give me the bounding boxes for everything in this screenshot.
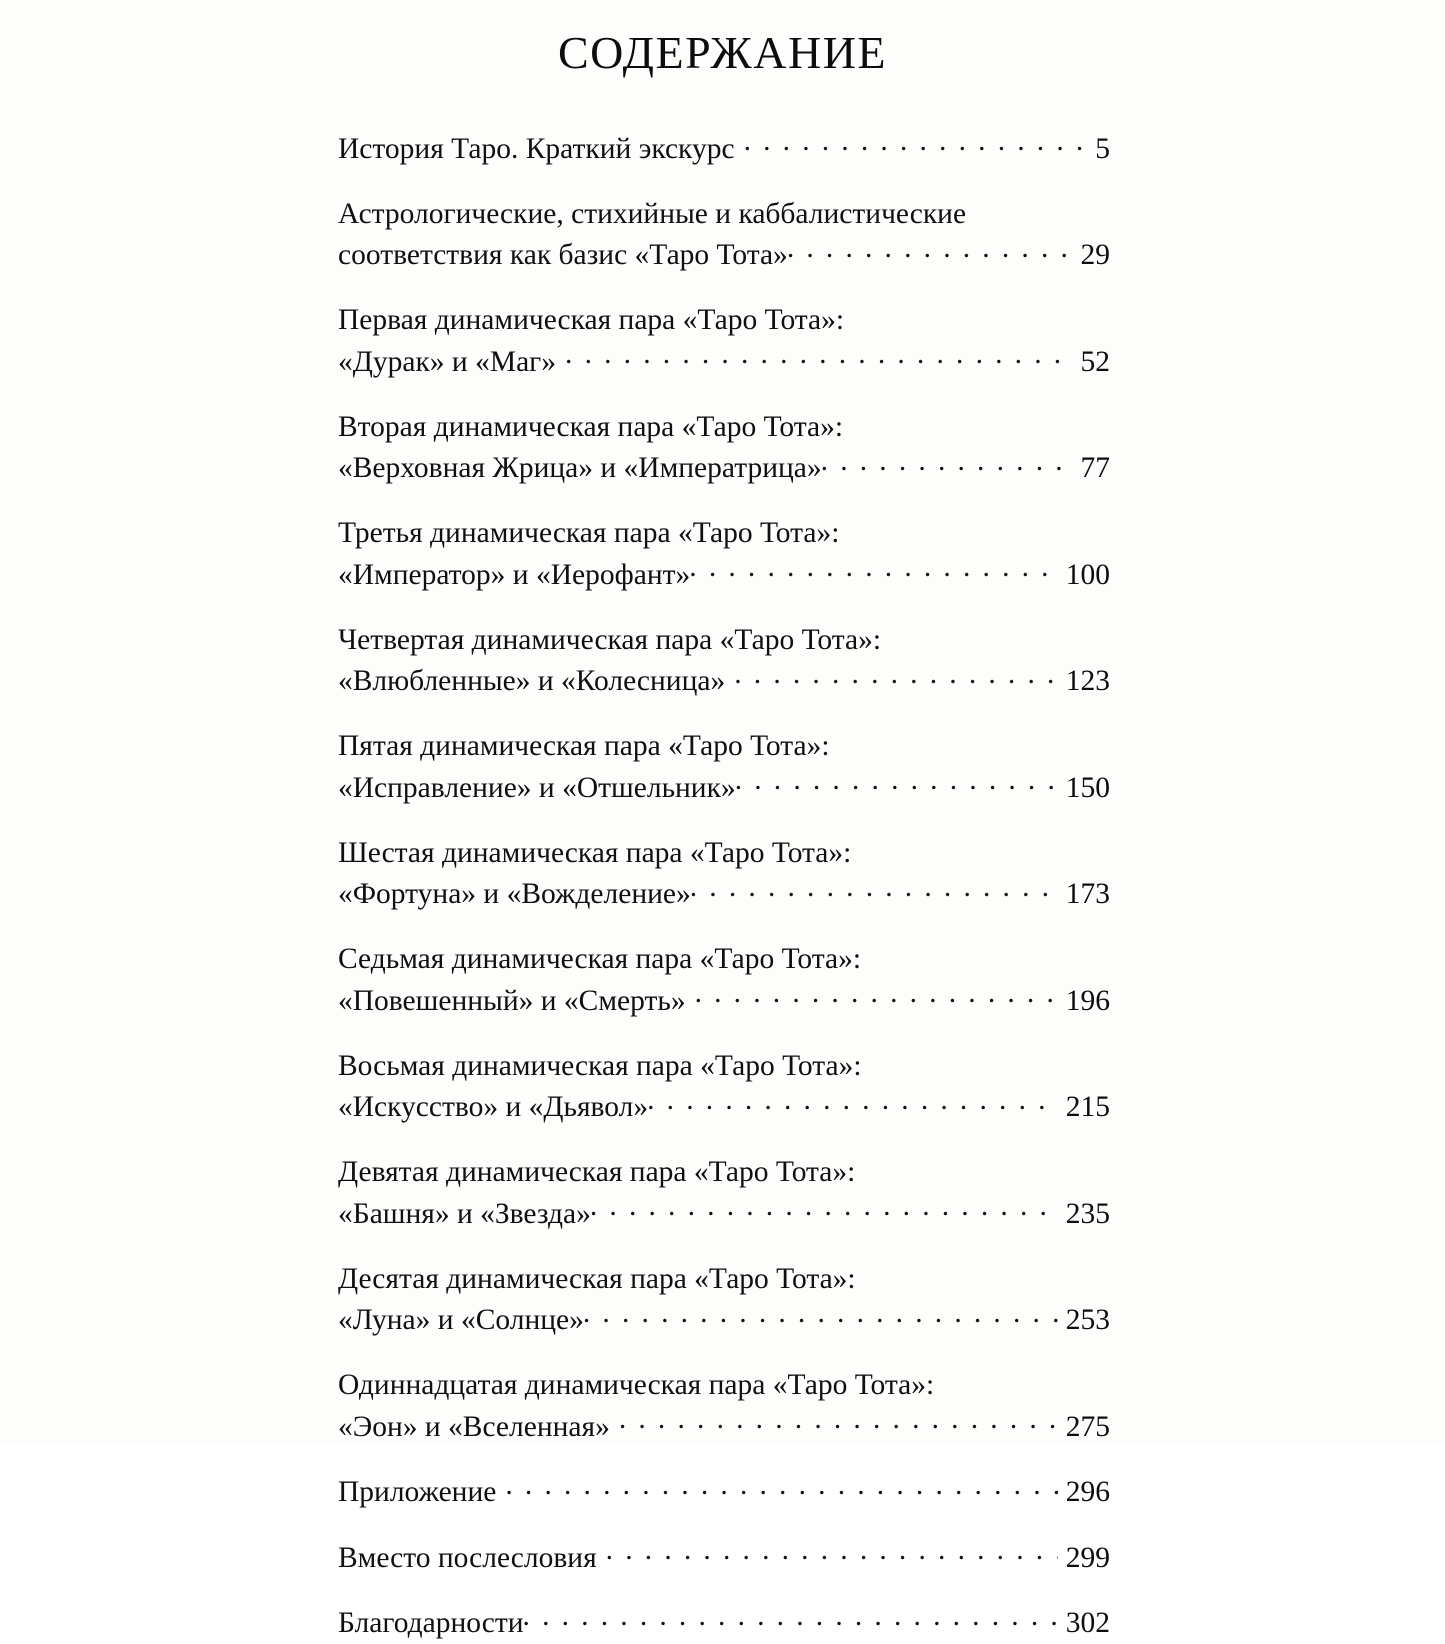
toc-entry[interactable] — [338, 939, 1110, 1022]
toc-entry-title-line-2: Вместо послесловия — [338, 1538, 597, 1579]
toc-page-number: 100 — [1059, 555, 1110, 596]
dot-leader — [505, 1472, 1057, 1502]
toc-page-number: 150 — [1059, 768, 1110, 809]
toc-entry-title-line-2: «Искусство» и «Дьявол» — [338, 1087, 648, 1128]
toc-entry[interactable] — [338, 194, 1110, 277]
toc-entry-title-line-2: «Исправление» и «Отшельник» — [338, 768, 736, 809]
dot-leader — [821, 448, 1073, 478]
toc-entry-title-line-2: «Луна» и «Солнце» — [338, 1300, 584, 1341]
toc-entry-title-line-1: Пятая динамическая пара «Таро Тота»: — [338, 726, 1110, 767]
toc-entry-title-line-1: Одиннадцатая динамическая пара «Таро Тота»: — [338, 1365, 1110, 1406]
toc-entry[interactable] — [338, 1472, 1110, 1514]
toc-page-number: 235 — [1059, 1194, 1110, 1235]
toc-page-number: 196 — [1059, 981, 1110, 1022]
dot-leader — [523, 1603, 1058, 1633]
toc-entry[interactable] — [338, 513, 1110, 596]
toc-entry-line-with-page — [338, 767, 1110, 809]
toc-entry-line-with-page — [338, 1087, 1110, 1129]
toc-entry-title-line-2: «Башня» и «Звезда» — [338, 1194, 591, 1235]
dot-leader — [606, 1537, 1058, 1567]
toc-entry[interactable] — [338, 1046, 1110, 1129]
toc-entry-title-line-2: «Верховная Жрица» и «Императрица» — [338, 448, 822, 489]
toc-page-number: 29 — [1074, 235, 1111, 276]
toc-page-number: 253 — [1059, 1300, 1110, 1341]
toc-entry[interactable] — [338, 300, 1110, 383]
toc-entry-line-with-page — [338, 341, 1110, 383]
toc-entry-title-line-1: Шестая динамическая пара «Таро Тота»: — [338, 833, 1110, 874]
toc-entry-title-line-1: Девятая динамическая пара «Таро Тота»: — [338, 1152, 1110, 1193]
toc-entry-title-line-1: Третья динамическая пара «Таро Тота»: — [338, 513, 1110, 554]
toc-entry-title-line-2: «Влюбленные» и «Колесница» — [338, 661, 725, 702]
toc-entry[interactable] — [338, 1537, 1110, 1579]
toc-page-number: 275 — [1059, 1407, 1110, 1448]
toc-entry-title-line-2: «Император» и «Иерофант» — [338, 555, 690, 596]
dot-leader — [787, 235, 1073, 265]
toc-page-number: 5 — [1088, 129, 1110, 170]
toc-entry-line-with-page — [338, 128, 1110, 170]
toc-entry[interactable] — [338, 1365, 1110, 1448]
dot-leader — [590, 1193, 1058, 1223]
toc-entry-line-with-page — [338, 235, 1110, 277]
toc-entry-title-line-1: Вторая динамическая пара «Таро Тота»: — [338, 407, 1110, 448]
dot-leader — [565, 341, 1072, 371]
toc-page-number: 302 — [1059, 1603, 1110, 1644]
toc-entry-line-with-page — [338, 1300, 1110, 1342]
toc-entry-line-with-page — [338, 980, 1110, 1022]
toc-entry[interactable] — [338, 1259, 1110, 1342]
toc-entry-title-line-1: Десятая динамическая пара «Таро Тота»: — [338, 1259, 1110, 1300]
toc-entry-title-line-2: «Эон» и «Вселенная» — [338, 1407, 610, 1448]
toc-entry[interactable] — [338, 726, 1110, 809]
toc-entry[interactable] — [338, 407, 1110, 490]
toc-page-number: 77 — [1074, 448, 1111, 489]
dot-leader — [583, 1300, 1058, 1330]
dot-leader — [734, 661, 1058, 691]
toc-page-number: 215 — [1059, 1087, 1110, 1128]
dot-leader — [690, 874, 1058, 904]
toc-entry-line-with-page — [338, 448, 1110, 490]
toc-entry[interactable] — [338, 620, 1110, 703]
toc-entry-list — [338, 128, 1110, 1644]
toc-entry-line-with-page — [338, 1472, 1110, 1514]
toc-entry-title-line-2: соответствия как базис «Таро Тота» — [338, 235, 788, 276]
toc-entry-title-line-1: Астрологические, стихийные и каббалистические — [338, 194, 1110, 235]
toc-entry-title-line-2: «Фортуна» и «Вожделение» — [338, 874, 691, 915]
dot-leader — [689, 554, 1057, 584]
dot-leader — [647, 1087, 1058, 1117]
toc-page-number: 52 — [1074, 342, 1111, 383]
toc-entry-line-with-page — [338, 1603, 1110, 1644]
toc-entry-title-line-2: История Таро. Краткий экскурс — [338, 129, 735, 170]
page-title: СОДЕРЖАНИЕ — [0, 30, 1445, 76]
toc-entry[interactable] — [338, 1152, 1110, 1235]
toc-entry-line-with-page — [338, 554, 1110, 596]
toc-entry-line-with-page — [338, 874, 1110, 916]
toc-entry-title-line-1: Четвертая динамическая пара «Таро Тота»: — [338, 620, 1110, 661]
dot-leader — [744, 128, 1088, 158]
dot-leader — [695, 980, 1058, 1010]
toc-entry-title-line-2: Благодарности — [338, 1603, 524, 1644]
toc-entry-title-line-1: Седьмая динамическая пара «Таро Тота»: — [338, 939, 1110, 980]
toc-page-number: 296 — [1059, 1472, 1110, 1513]
toc-entry-title-line-2: «Повешенный» и «Смерть» — [338, 981, 686, 1022]
toc-entry-title-line-1: Первая динамическая пара «Таро Тота»: — [338, 300, 1110, 341]
toc-page-number: 123 — [1059, 661, 1110, 702]
toc-entry-line-with-page — [338, 1537, 1110, 1579]
toc-entry[interactable] — [338, 833, 1110, 916]
toc-entry-line-with-page — [338, 1406, 1110, 1448]
toc-entry-title-line-2: Приложение — [338, 1472, 496, 1513]
dot-leader — [619, 1406, 1058, 1436]
toc-entry-line-with-page — [338, 1193, 1110, 1235]
toc-entry[interactable] — [338, 128, 1110, 170]
dot-leader — [735, 767, 1058, 797]
toc-entry-line-with-page — [338, 661, 1110, 703]
toc-entry[interactable] — [338, 1603, 1110, 1644]
toc-entry-title-line-1: Восьмая динамическая пара «Таро Тота»: — [338, 1046, 1110, 1087]
toc-page-number: 173 — [1059, 874, 1110, 915]
toc-entry-title-line-2: «Дурак» и «Маг» — [338, 342, 556, 383]
toc-page-number: 299 — [1059, 1538, 1110, 1579]
